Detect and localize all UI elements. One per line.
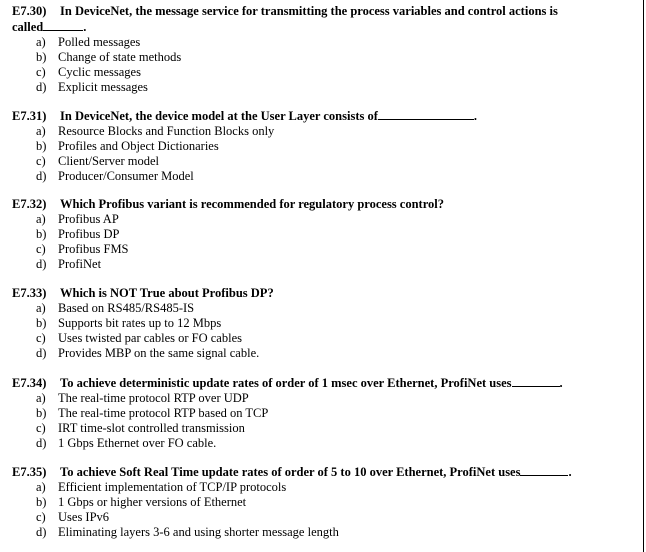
question-text: To achieve deterministic update rates of order of 1 msec over Ethernet, ProfiNet uses — [60, 376, 512, 390]
question-stem — [12, 197, 632, 212]
option-a — [12, 391, 632, 406]
option-letter: b) — [36, 139, 47, 153]
option-b — [12, 139, 632, 154]
question-text: In DeviceNet, the message service for transmitting the process variables and control actions is — [60, 4, 558, 18]
option-a — [12, 35, 632, 50]
option-b — [12, 495, 632, 510]
option-letter: b) — [36, 50, 47, 64]
answer-blank — [378, 108, 474, 120]
option-text: Producer/Consumer Model — [58, 169, 194, 183]
option-text: 1 Gbps or higher versions of Ethernet — [58, 495, 247, 509]
option-letter: c) — [36, 510, 46, 524]
question-tail: . — [559, 376, 563, 390]
option-d — [12, 257, 632, 272]
option-d — [12, 525, 632, 540]
question-text: Which Profibus variant is recommended for regulatory process control? — [60, 197, 445, 211]
option-letter: d) — [36, 80, 47, 94]
answer-blank — [43, 19, 83, 31]
question-e7-34 — [12, 375, 632, 451]
question-tail: . — [568, 465, 572, 479]
option-letter: b) — [36, 406, 47, 420]
option-letter: c) — [36, 65, 46, 79]
question-e7-31 — [12, 108, 632, 184]
page-right-border — [643, 0, 644, 552]
option-d — [12, 80, 632, 95]
option-letter: c) — [36, 154, 46, 168]
option-c — [12, 154, 632, 169]
option-letter: c) — [36, 242, 46, 256]
question-stem — [12, 286, 632, 301]
option-letter: c) — [36, 331, 46, 345]
option-letter: a) — [36, 480, 46, 494]
option-letter: c) — [36, 421, 46, 435]
option-text: The real-time protocol RTP over UDP — [58, 391, 249, 405]
option-b — [12, 316, 632, 331]
question-stem — [12, 464, 632, 480]
option-letter: a) — [36, 391, 46, 405]
option-text: Uses IPv6 — [58, 510, 110, 524]
option-b — [12, 406, 632, 421]
question-text: Which is NOT True about Profibus DP? — [60, 286, 274, 300]
option-c — [12, 65, 632, 80]
option-c — [12, 421, 632, 436]
option-letter: a) — [36, 124, 46, 138]
question-stem — [12, 375, 632, 391]
question-e7-32 — [12, 197, 632, 272]
option-c — [12, 331, 632, 346]
option-text: Uses twisted par cables or FO cables — [58, 331, 242, 345]
answer-blank — [520, 464, 568, 476]
question-stem — [12, 4, 632, 19]
option-text: Efficient implementation of TCP/IP protocols — [58, 480, 287, 494]
option-b — [12, 227, 632, 242]
option-a — [12, 212, 632, 227]
question-stem — [12, 108, 632, 124]
option-a — [12, 301, 632, 316]
question-stem-continued — [12, 19, 632, 35]
question-e7-33 — [12, 286, 632, 361]
option-letter: d) — [36, 257, 47, 271]
option-text: Profibus FMS — [58, 242, 129, 256]
option-text: Profibus DP — [58, 227, 120, 241]
option-text: Cyclic messages — [58, 65, 141, 79]
answer-blank — [512, 375, 560, 387]
option-text: Profiles and Object Dictionaries — [58, 139, 219, 153]
question-tail: . — [83, 20, 87, 34]
option-letter: a) — [36, 301, 46, 315]
option-letter: a) — [36, 35, 46, 49]
option-letter: b) — [36, 316, 47, 330]
question-text: To achieve Soft Real Time update rates of order of 5 to 10 over Ethernet, ProfiNet uses — [60, 465, 521, 479]
option-text: Profibus AP — [58, 212, 119, 226]
option-text: ProfiNet — [58, 257, 102, 271]
question-number: E7.33) — [12, 286, 47, 300]
option-letter: d) — [36, 525, 47, 539]
option-letter: b) — [36, 495, 47, 509]
question-number: E7.31) — [12, 109, 47, 123]
question-e7-30 — [12, 4, 632, 95]
option-text: Client/Server model — [58, 154, 160, 168]
question-number: E7.32) — [12, 197, 47, 211]
option-letter: a) — [36, 212, 46, 226]
option-letter: d) — [36, 169, 47, 183]
question-number: E7.30) — [12, 4, 47, 18]
option-text: Resource Blocks and Function Blocks only — [58, 124, 275, 138]
question-number: E7.35) — [12, 465, 47, 479]
option-d — [12, 169, 632, 184]
option-b — [12, 50, 632, 65]
option-text: Change of state methods — [58, 50, 182, 64]
option-c — [12, 242, 632, 257]
option-text: Based on RS485/RS485-IS — [58, 301, 195, 315]
question-tail: . — [473, 109, 478, 123]
option-text: Provides MBP on the same signal cable. — [58, 346, 260, 360]
option-letter: d) — [36, 346, 47, 360]
option-text: The real-time protocol RTP based on TCP — [58, 406, 269, 420]
question-number: E7.34) — [12, 376, 47, 390]
option-text: Eliminating layers 3-6 and using shorter message length — [58, 525, 339, 539]
option-c — [12, 510, 632, 525]
option-a — [12, 124, 632, 139]
option-letter: d) — [36, 436, 47, 450]
option-d — [12, 346, 632, 361]
option-text: Supports bit rates up to 12 Mbps — [58, 316, 222, 330]
option-letter: b) — [36, 227, 47, 241]
question-text: In DeviceNet, the device model at the User Layer consists of — [60, 109, 378, 123]
option-a — [12, 480, 632, 495]
option-text: Explicit messages — [58, 80, 148, 94]
question-e7-35 — [12, 464, 632, 540]
question-text-continued: called — [12, 20, 44, 34]
option-text: Polled messages — [58, 35, 141, 49]
option-d — [12, 436, 632, 451]
option-text: 1 Gbps Ethernet over FO cable. — [58, 436, 217, 450]
option-text: IRT time-slot controlled transmission — [58, 421, 245, 435]
